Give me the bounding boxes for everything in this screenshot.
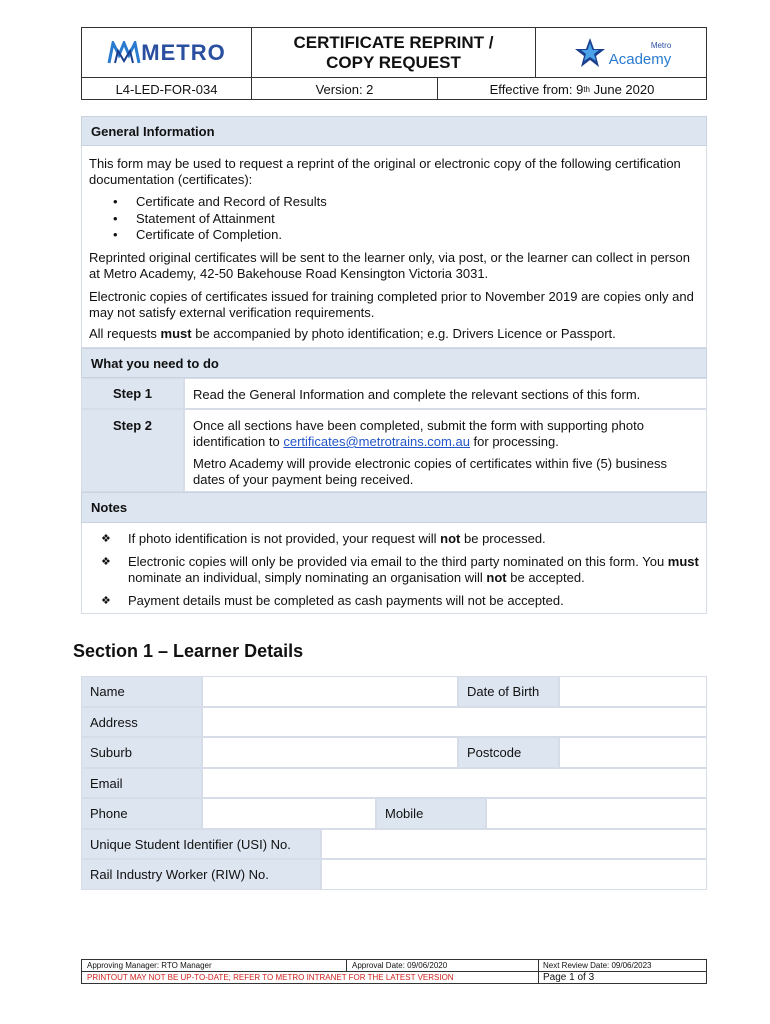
version: Version: 2: [252, 78, 438, 100]
approval-date: Approval Date: 09/06/2020: [352, 961, 448, 970]
name-label: Name: [81, 676, 202, 707]
name-field[interactable]: [202, 676, 458, 707]
step1-text: Read the General Information and complete the relevant sections of this form.: [184, 378, 707, 409]
metro-m-icon: [107, 41, 141, 65]
approving-manager: Approving Manager: RTO Manager: [87, 961, 212, 970]
next-review-date: Next Review Date: 09/06/2023: [543, 961, 652, 970]
document-header: [81, 27, 707, 100]
diamond-bullet-icon: ❖: [101, 556, 111, 568]
page-number: Page 1 of 3: [543, 972, 595, 983]
address-label: Address: [81, 707, 202, 737]
list-item: • Certificate of Completion.: [109, 227, 689, 244]
general-para-electronic: Electronic copies of certificates issued for training completed prior to November 2019 are copies only and may not satisfy external verification requirements.: [89, 289, 694, 320]
general-para-id: All requests must be accompanied by photo identification; e.g. Drivers Licence or Passport.: [89, 326, 616, 341]
usi-label: Unique Student Identifier (USI) No.: [81, 829, 321, 859]
mobile-field[interactable]: [486, 798, 707, 829]
list-item: • Certificate and Record of Results: [109, 194, 689, 211]
phone-label: Phone: [81, 798, 202, 829]
suburb-label: Suburb: [81, 737, 202, 768]
step2-text: Once all sections have been completed, submit the form with supporting photo identification to certificates@metrotrains.com.au for processing. Metro Academy will provide electronic copies of certificates within five (5) business dates of your payment being received.: [184, 409, 707, 492]
certificate-list: [109, 194, 689, 244]
general-intro: This form may be used to request a reprint of the original or electronic copy of the following certification documentation (certificates):: [89, 156, 681, 187]
metro-logo-text: METRO: [141, 39, 226, 65]
riw-field[interactable]: [321, 859, 707, 890]
note-item: ❖ Electronic copies will only be provided via email to the third party nominated on this form. You must nominate an individual, simply nominating an organisation will not be accepted.: [101, 554, 703, 585]
suburb-field[interactable]: [202, 737, 458, 768]
academy-logo: [537, 28, 707, 77]
diamond-bullet-icon: ❖: [101, 595, 111, 607]
phone-field[interactable]: [202, 798, 376, 829]
usi-field[interactable]: [321, 829, 707, 859]
step2-label: Step 2: [81, 409, 184, 492]
footer-box: [81, 959, 707, 984]
academy-logo-text: Academy: [608, 50, 672, 68]
postcode-field[interactable]: [559, 737, 707, 768]
email-label: Email: [81, 768, 202, 798]
email-field[interactable]: [202, 768, 707, 798]
dob-label: Date of Birth: [458, 676, 559, 707]
note-item: ❖ If photo identification is not provided, your request will not be processed.: [101, 531, 546, 546]
printout-warning: PRINTOUT MAY NOT BE UP-TO-DATE; REFER TO METRO INTRANET FOR THE LATEST VERSION: [87, 973, 454, 982]
effective-date: Effective from: 9 th June 2020: [489, 81, 655, 97]
mobile-label: Mobile: [376, 798, 486, 829]
notes-heading: Notes: [81, 492, 707, 523]
academy-star-icon: [573, 36, 607, 70]
form-title: CERTIFICATE REPRINT / COPY REQUEST: [293, 32, 494, 72]
doc-code: L4-LED-FOR-034: [82, 78, 252, 100]
list-item: • Statement of Attainment: [109, 211, 689, 228]
general-info-heading: General Information: [81, 116, 707, 146]
postcode-label: Postcode: [458, 737, 559, 768]
note-item: ❖ Payment details must be completed as cash payments will not be accepted.: [101, 593, 564, 608]
section1-title: Section 1 – Learner Details: [73, 641, 304, 661]
notes-list: [101, 531, 701, 609]
academy-small-label: Metro: [650, 40, 672, 50]
address-field[interactable]: [202, 707, 707, 737]
step1-label: Step 1: [81, 378, 184, 409]
todo-heading: What you need to do: [81, 348, 707, 378]
riw-label: Rail Industry Worker (RIW) No.: [81, 859, 321, 890]
diamond-bullet-icon: ❖: [101, 533, 111, 545]
general-para-reprint: Reprinted original certificates will be sent to the learner only, via post, or the learner can collect in person at Metro Academy, 42-50 Bakehouse Road Kensington Victoria 3031.: [89, 250, 690, 281]
certificates-email-link[interactable]: certificates@metrotrains.com.au: [283, 434, 470, 449]
metro-logo: [82, 28, 252, 77]
dob-field[interactable]: [559, 676, 707, 707]
